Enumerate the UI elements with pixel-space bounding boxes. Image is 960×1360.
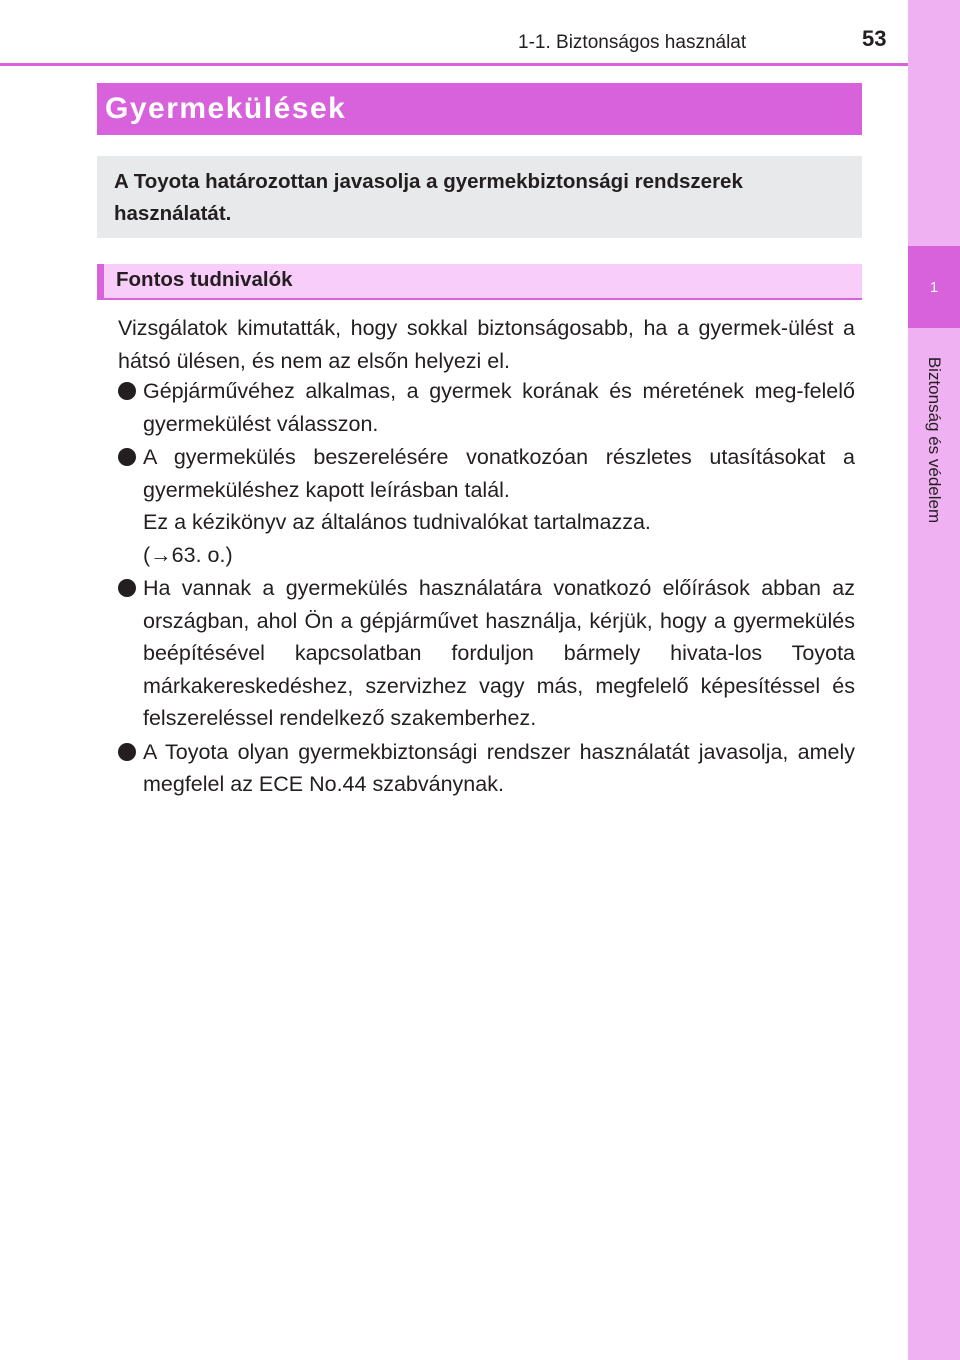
notice-bullet-list [118, 375, 855, 802]
notice-heading-bar [97, 264, 104, 298]
intro-box [97, 156, 862, 238]
page-number: 53 [862, 26, 887, 51]
bullet-text: A Toyota olyan gyermekbiztonsági rendszer használatát javasolja, amely megfelel az ECE No.44 szabványnak. [143, 739, 855, 796]
bullet-text: A gyermekülés beszerelésére vonatkozóan részletes utasításokat a gyermeküléshez kapott leírásban talál. [143, 445, 855, 502]
section-label: 1-1. Biztonságos használat [518, 32, 747, 53]
list-item [118, 572, 855, 735]
notice-heading-box [97, 264, 862, 300]
title-banner [97, 83, 862, 135]
bullet-dot-icon [118, 448, 136, 466]
side-tab-strip [908, 0, 960, 1360]
header-divider [0, 63, 908, 66]
notice-heading: Fontos tudnivalók [116, 268, 293, 291]
bullet-text: Ha vannak a gyermekülés használatára vonatkozó előírások abban az országban, ahol Ön a gépjárművet használja, kérjük, hogy a gyermekülés beépítésével kapcsolatban forduljon bármely hivata-los Toyota márkakereskedéshez, szervizhez vagy más, megfelelő képesítéssel és felszereléssel rendelkező szakemberhez. [143, 576, 855, 730]
page-title: Gyermekülések [105, 92, 347, 125]
bullet-extra-text: Ez a kézikönyv az általános tudnivalókat tartalmazza. [143, 510, 651, 534]
intro-text: A Toyota határozottan javasolja a gyermekbiztonsági rendszerek használatát. [114, 170, 743, 225]
chapter-number: 1 [929, 278, 939, 296]
list-item [118, 736, 855, 801]
list-item [118, 441, 855, 571]
chapter-title: Biztonság és védelem [925, 356, 944, 524]
bullet-dot-icon [118, 382, 136, 400]
notice-paragraph: Vizsgálatok kimutatták, hogy sokkal biztonságosabb, ha a gyermek-ülést a hátsó ülésen, és nem az elsőn helyezi el. [118, 316, 855, 373]
bullet-dot-icon [118, 579, 136, 597]
list-item [118, 375, 855, 440]
bullet-dot-icon [118, 743, 136, 761]
chapter-number-box [908, 246, 960, 328]
page-reference: (→63. o.) [143, 542, 233, 567]
bullet-text: Gépjárművéhez alkalmas, a gyermek korának és méretének meg-felelő gyermekülést válasszon. [143, 379, 855, 436]
